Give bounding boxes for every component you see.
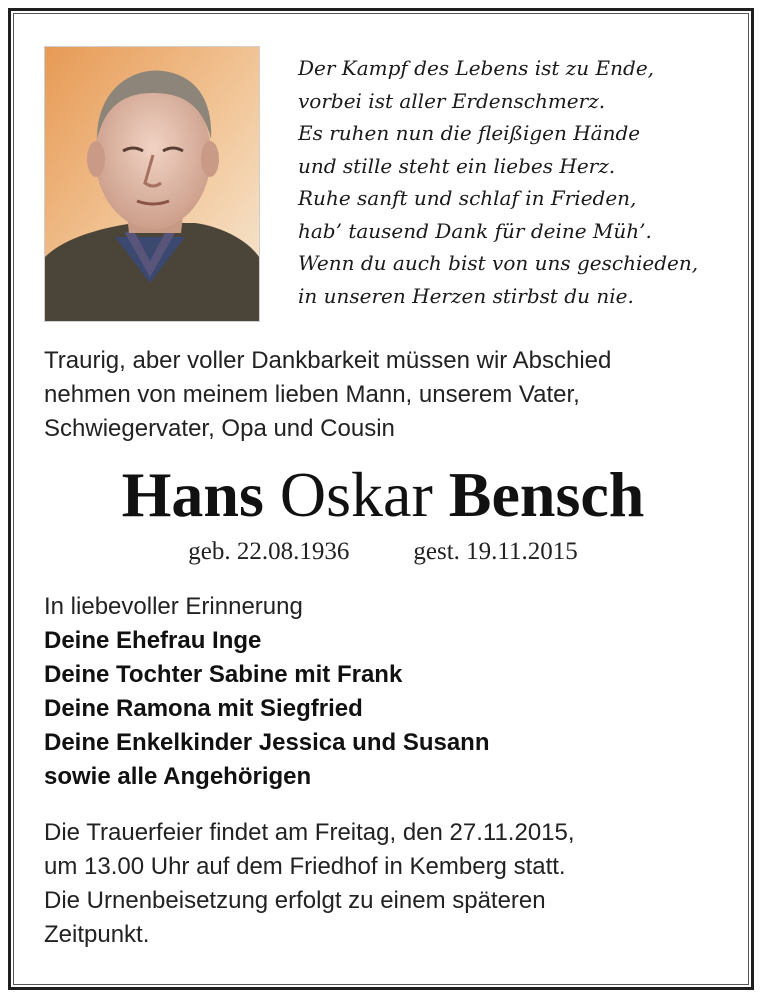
poem-line: Der Kampf des Lebens ist zu Ende,: [298, 56, 655, 80]
intro-text: [44, 344, 734, 446]
poem-line: vorbei ist aller Erdenschmerz.: [298, 88, 606, 113]
poem-line: in unseren Herzen stirbst du nie.: [298, 283, 634, 308]
first-name: Hans: [121, 459, 264, 530]
mourner-entry: Deine Ehefrau Inge: [44, 627, 262, 654]
death-date: gest. 19.11.2015: [413, 538, 578, 565]
mourner-entry: Deine Tochter Sabine mit Frank: [44, 661, 403, 688]
mourner-entry: Deine Ramona mit Siegfried: [44, 695, 363, 722]
deceased-name: [0, 458, 766, 532]
intro-line: Traurig, aber voller Dankbarkeit müssen wir Abschied: [44, 347, 612, 374]
middle-name: Oskar: [279, 459, 433, 530]
intro-line: Schwiegervater, Opa und Cousin: [44, 415, 395, 442]
poem-line: Es ruhen nun die fleißigen Hände: [298, 121, 641, 145]
service-info: [44, 816, 734, 952]
poem-line: Ruhe sanft und schlaf in Frieden,: [298, 186, 637, 210]
mourner-entry: Deine Enkelkinder Jessica und Susann: [44, 729, 490, 756]
service-line: Die Urnenbeisetzung erfolgt zu einem späteren: [44, 887, 546, 914]
poem-line: Wenn du auch bist von uns geschieden,: [298, 251, 699, 275]
portrait-photo: [44, 46, 260, 322]
intro-line: nehmen von meinem lieben Mann, unserem Vater,: [44, 381, 580, 408]
service-line: Die Trauerfeier findet am Freitag, den 27.11.2015,: [44, 819, 575, 846]
mourners-list: [44, 590, 734, 794]
last-name: Bensch: [448, 459, 645, 530]
mourners-lead: In liebevoller Erinnerung: [44, 593, 303, 620]
memorial-poem: [298, 52, 738, 312]
mourner-entry: sowie alle Angehörigen: [44, 763, 312, 790]
poem-line: hab’ tausend Dank für deine Müh’.: [298, 218, 652, 243]
service-line: um 13.00 Uhr auf dem Friedhof in Kemberg statt.: [44, 853, 566, 880]
service-line: Zeitpunkt.: [44, 921, 150, 948]
life-dates: [0, 536, 766, 568]
birth-date: geb. 22.08.1936: [188, 538, 350, 565]
poem-line: und stille steht ein liebes Herz.: [298, 153, 616, 178]
